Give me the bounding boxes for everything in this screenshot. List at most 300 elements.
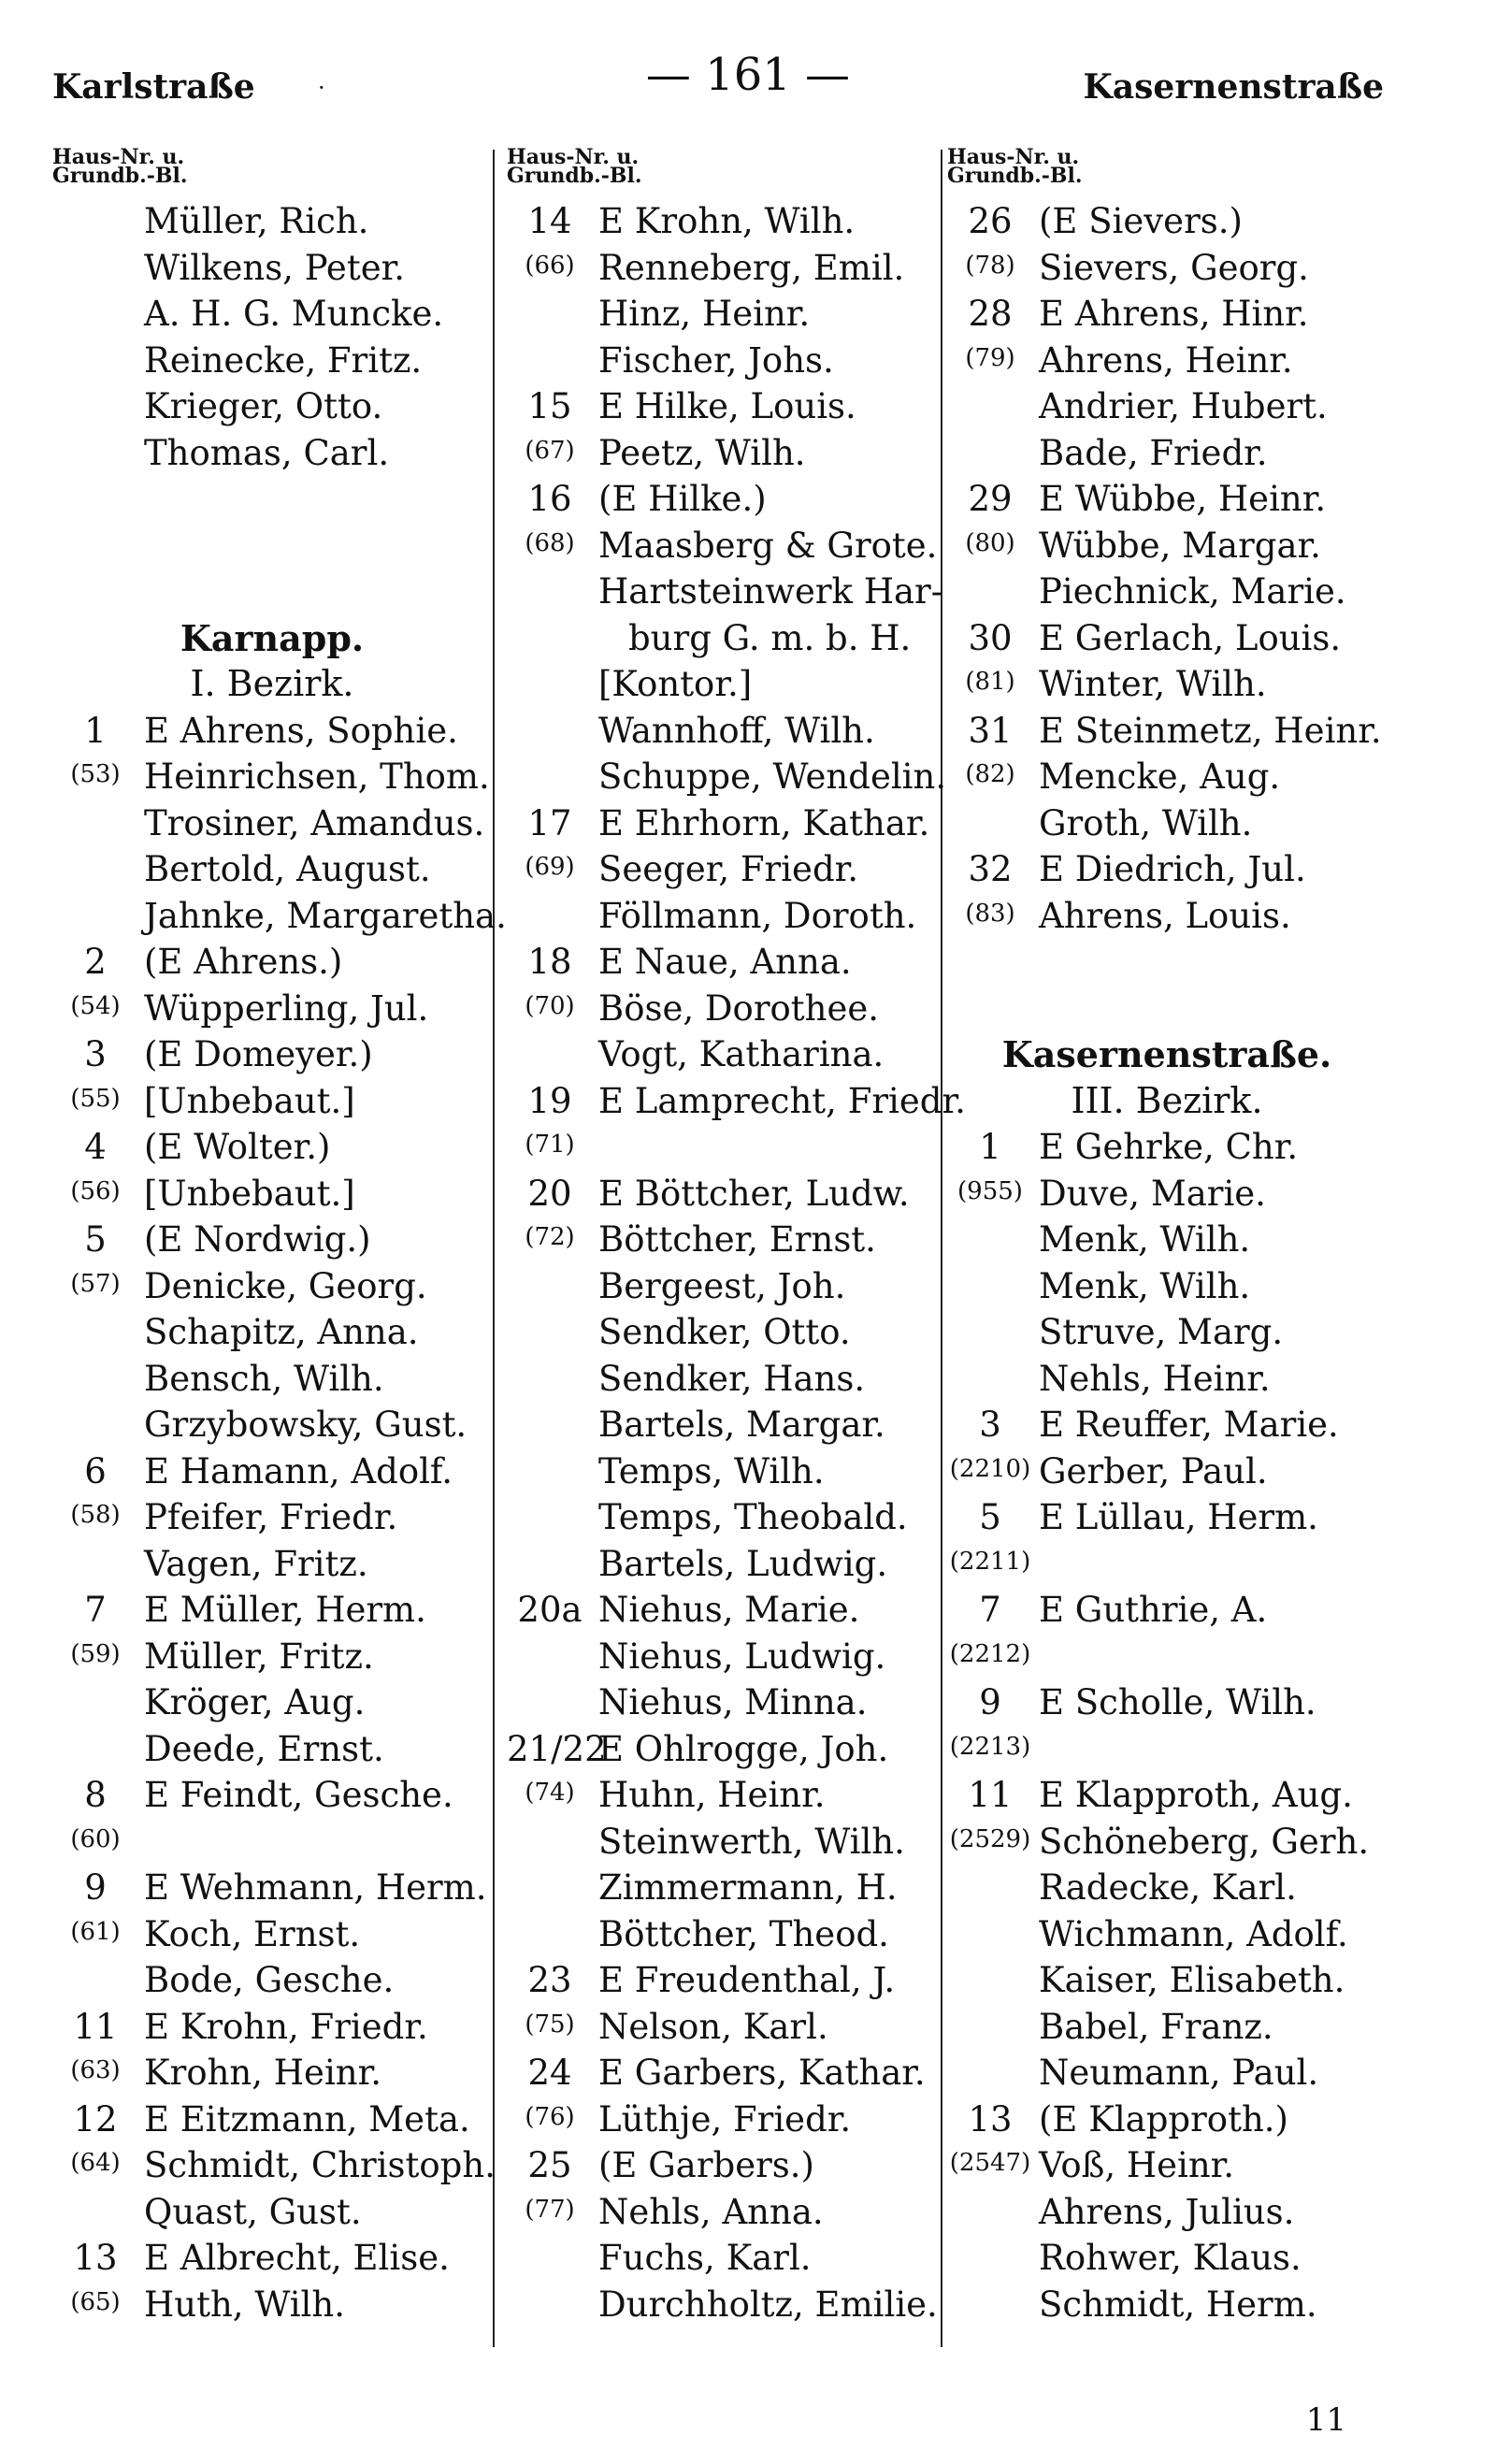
land-register-number: (67) (525, 436, 575, 465)
resident-name: Bertold, August. (144, 849, 431, 889)
land-register-number: (75) (525, 2010, 575, 2039)
directory-entry (947, 198, 1387, 245)
directory-entry (507, 800, 946, 847)
resident-name: burg G. m. b. H. (628, 617, 912, 658)
directory-entry (507, 1356, 946, 1403)
resident-name: E Wehmann, Herm. (144, 1867, 487, 1908)
house-number: 23 (527, 1960, 572, 2000)
directory-entry (52, 754, 492, 800)
district-heading: I. Bezirk. (190, 663, 354, 704)
house-number: 25 (527, 2145, 572, 2185)
house-number: 15 (527, 386, 572, 426)
directory-entry (507, 615, 946, 662)
house-number: 6 (84, 1450, 107, 1491)
directory-entry (507, 1217, 946, 1263)
resident-name: Böttcher, Theod. (598, 1913, 889, 1954)
signature-mark: 11 (1305, 2401, 1346, 2439)
land-register-number: (82) (965, 760, 1015, 788)
directory-entry (947, 569, 1387, 615)
resident-name: Wilkens, Peter. (144, 247, 405, 288)
directory-entry (947, 2235, 1387, 2282)
column-header-line: Grundb.-Bl. (947, 164, 1083, 188)
resident-name: Ahrens, Louis. (1039, 895, 1291, 936)
resident-name: Temps, Theobald. (598, 1497, 908, 1537)
house-number: 7 (84, 1590, 107, 1630)
land-register-number: (2210) (949, 1454, 1031, 1483)
district-heading: III. Bezirk. (1071, 1079, 1263, 1121)
directory-entry (947, 523, 1387, 569)
resident-name: E Ahrens, Sophie. (144, 710, 458, 751)
directory-entry (507, 1634, 946, 1680)
directory-entry (507, 1078, 966, 1125)
house-number: 30 (968, 617, 1013, 658)
directory-entry (947, 1402, 1387, 1448)
directory-entry (52, 1031, 492, 1078)
directory-entry (947, 1494, 1387, 1541)
resident-name: Grzybowsky, Gust. (144, 1405, 468, 1445)
directory-entry (507, 198, 946, 245)
directory-entry (507, 569, 946, 615)
directory-entry (947, 846, 1387, 893)
directory-entry (52, 893, 507, 940)
resident-name: Fuchs, Karl. (598, 2238, 812, 2278)
directory-entry (52, 245, 492, 292)
resident-name: Lüthje, Friedr. (598, 2098, 852, 2140)
resident-name: E Steinmetz, Heinr. (1039, 710, 1382, 751)
resident-name: Schuppe, Wendelin. (598, 756, 947, 797)
column-1 (52, 145, 507, 2327)
resident-name: (E Ahrens.) (144, 942, 343, 982)
resident-name: Krohn, Heinr. (144, 2053, 381, 2093)
house-number: 26 (968, 201, 1013, 241)
resident-name: Bartels, Margar. (598, 1405, 885, 1445)
directory-entry (947, 245, 1387, 292)
running-head-right: Kasernenstraße (1083, 67, 1384, 107)
resident-name: (E Sievers.) (1039, 201, 1243, 241)
resident-name: E Hilke, Louis. (598, 386, 856, 426)
resident-name: Nehls, Anna. (598, 2191, 824, 2232)
land-register-number: (54) (70, 991, 121, 1020)
blank-line (52, 476, 492, 523)
resident-name: E Albrecht, Elise. (144, 2238, 450, 2278)
resident-name: Ahrens, Julius. (1039, 2191, 1295, 2232)
directory-entry (52, 1448, 492, 1495)
resident-name: Wannhoff, Wilh. (598, 710, 875, 751)
resident-name: Böttcher, Ernst. (598, 1219, 876, 1260)
directory-entry (52, 430, 492, 477)
house-number: 18 (527, 942, 572, 982)
resident-name: E Wübbe, Heinr. (1039, 479, 1327, 519)
house-number: 4 (84, 1127, 107, 1167)
resident-name: Groth, Wilh. (1039, 802, 1253, 843)
directory-entry (507, 2235, 946, 2282)
resident-name: Schöneberg, Gerh. (1039, 1821, 1370, 1862)
house-number: 21/22 (507, 1728, 607, 1769)
directory-entry (507, 2050, 946, 2097)
land-register-number: (68) (525, 528, 575, 557)
house-number: 1 (84, 710, 107, 751)
resident-name: E Gehrke, Chr. (1039, 1127, 1299, 1167)
directory-entry (947, 1819, 1387, 1866)
resident-name: Reinecke, Fritz. (144, 339, 423, 381)
column-rows (947, 198, 1387, 2327)
house-number: 3 (84, 1034, 107, 1074)
resident-name: Krieger, Otto. (144, 386, 383, 426)
directory-entry (507, 1031, 946, 1078)
resident-name: [Unbebaut.] (144, 1173, 355, 1214)
resident-name: Neumann, Paul. (1039, 2053, 1319, 2093)
directory-entry (947, 1171, 1387, 1218)
resident-name: Quast, Gust. (144, 2191, 362, 2232)
resident-name: Hinz, Heinr. (598, 294, 811, 334)
directory-entry (947, 1217, 1387, 1263)
resident-name: Bergeest, Joh. (598, 1265, 846, 1306)
directory-entry (507, 1171, 946, 1218)
directory-entry (507, 245, 946, 292)
resident-name: E Ohlrogge, Joh. (598, 1728, 889, 1769)
resident-name: E Scholle, Wilh. (1039, 1682, 1316, 1722)
directory-entry (947, 2050, 1387, 2097)
street-heading: Kasernenstraße. (1001, 1033, 1332, 1075)
land-register-number: (83) (965, 899, 1015, 928)
resident-name: Böse, Dorothee. (598, 987, 880, 1029)
directory-entry (507, 1957, 946, 2004)
house-number: 11 (73, 2006, 118, 2047)
directory-entry (947, 1541, 1387, 1588)
resident-name: Menk, Wilh. (1039, 1265, 1251, 1306)
resident-name: Piechnick, Marie. (1039, 571, 1346, 612)
resident-name: Seeger, Friedr. (598, 849, 859, 889)
directory-entry (947, 1957, 1387, 2004)
land-register-number: (55) (70, 1084, 121, 1113)
resident-name: E Lüllau, Herm. (1039, 1497, 1318, 1537)
resident-name: Voß, Heinr. (1039, 2145, 1235, 2185)
house-number: 9 (84, 1867, 107, 1908)
directory-entry (52, 1726, 492, 1773)
column-header (947, 145, 1387, 198)
resident-name: Ahrens, Heinr. (1039, 339, 1293, 381)
land-register-number: (80) (965, 528, 1015, 557)
resident-name: Kröger, Aug. (144, 1682, 366, 1722)
resident-name: A. H. G. Muncke. (144, 294, 444, 334)
directory-entry (52, 2189, 492, 2236)
directory-entry (52, 2097, 492, 2143)
resident-name: (E Klapproth.) (1039, 2098, 1288, 2140)
directory-entry (52, 2050, 492, 2097)
resident-name: Huth, Wilh. (144, 2284, 345, 2325)
resident-name: E Lamprecht, Friedr. (598, 1080, 966, 1121)
directory-entry (947, 800, 1387, 847)
resident-name: (E Garbers.) (598, 2145, 814, 2185)
resident-name: Menk, Wilh. (1039, 1219, 1251, 1260)
directory-entry (507, 476, 946, 523)
directory-entry (507, 1541, 946, 1588)
resident-name: Nehls, Heinr. (1039, 1358, 1271, 1399)
directory-entry (947, 1911, 1387, 1958)
resident-name: Trosiner, Amandus. (144, 802, 485, 843)
land-register-number: (63) (70, 2056, 121, 2084)
resident-name: Schapitz, Anna. (144, 1312, 419, 1352)
column-rows (52, 198, 507, 2327)
directory-entry (507, 661, 946, 708)
house-number: 28 (968, 294, 1013, 334)
directory-entry (507, 1309, 946, 1356)
resident-name: Bade, Friedr. (1039, 432, 1268, 473)
directory-entry (507, 2142, 946, 2189)
directory-entry (52, 1124, 492, 1171)
land-register-number: (78) (965, 251, 1015, 280)
resident-name: Sievers, Georg. (1039, 247, 1309, 288)
blank-line (947, 939, 1387, 986)
directory-entry (507, 1819, 946, 1866)
directory-entry (52, 1263, 492, 1310)
directory-entry (52, 1772, 492, 1819)
directory-entry (52, 2282, 492, 2328)
column-header-line: Haus-Nr. u. (947, 145, 1080, 169)
land-register-number: (53) (70, 760, 121, 788)
column-header-line: Grundb.-Bl. (507, 164, 642, 188)
land-register-number: (58) (70, 1501, 121, 1529)
resident-name: Schmidt, Herm. (1039, 2284, 1317, 2325)
resident-name: Wichmann, Adolf. (1039, 1913, 1348, 1954)
resident-name: Schmidt, Christoph. (144, 2145, 496, 2185)
directory-entry (52, 708, 492, 755)
directory-entry (507, 1263, 946, 1310)
directory-entry (947, 708, 1387, 755)
resident-name: E Freudenthal, J. (598, 1960, 896, 2000)
land-register-number: (79) (965, 343, 1015, 372)
directory-entry (507, 2282, 946, 2328)
directory-entry (52, 2004, 492, 2051)
directory-entry (947, 430, 1387, 477)
resident-name: Vogt, Katharina. (598, 1034, 885, 1074)
directory-entry (52, 291, 492, 338)
directory-entry (947, 1356, 1387, 1403)
resident-name: Sendker, Otto. (598, 1312, 851, 1352)
resident-name: E Feindt, Gesche. (144, 1775, 453, 1815)
directory-entry (947, 1679, 1387, 1726)
land-register-number: (72) (525, 1223, 575, 1251)
column-2 (507, 145, 966, 2327)
resident-name: (E Domeyer.) (144, 1034, 373, 1074)
directory-entry (507, 338, 946, 384)
directory-entry (947, 338, 1387, 384)
directory-entry (947, 615, 1387, 662)
resident-name: Mencke, Aug. (1039, 756, 1281, 797)
directory-entry (947, 1865, 1387, 1911)
house-number: 13 (73, 2238, 118, 2278)
resident-name: E Reuffer, Marie. (1039, 1405, 1339, 1445)
directory-entry (52, 986, 492, 1032)
house-number: 29 (968, 479, 1013, 519)
directory-entry (52, 2235, 492, 2282)
house-number: 20 (527, 1173, 572, 1214)
column-header-line: Haus-Nr. u. (507, 145, 640, 169)
directory-entry (507, 893, 946, 940)
directory-entry (507, 1124, 946, 1171)
resident-name: E Diedrich, Jul. (1039, 849, 1306, 889)
resident-name: (E Nordwig.) (144, 1219, 371, 1260)
resident-name: Temps, Wilh. (598, 1450, 825, 1491)
directory-entry (52, 383, 492, 430)
resident-name: [Kontor.] (598, 664, 753, 704)
directory-entry (947, 661, 1387, 708)
resident-name: E Ehrhorn, Kathar. (598, 802, 930, 843)
resident-name: E Guthrie, A. (1039, 1590, 1268, 1630)
resident-name: Niehus, Ludwig. (598, 1635, 886, 1677)
resident-name: E Böttcher, Ludw. (598, 1173, 910, 1214)
resident-name: Bartels, Ludwig. (598, 1543, 888, 1584)
house-number: 8 (84, 1775, 107, 1815)
resident-name: Jahnke, Margaretha. (144, 895, 507, 936)
resident-name: (E Hilke.) (598, 479, 767, 519)
directory-entry (507, 708, 946, 755)
resident-name: Heinrichsen, Thom. (144, 756, 490, 797)
page-number: — 161 — (645, 49, 851, 101)
house-number: 19 (527, 1080, 572, 1121)
directory-entry (507, 1679, 946, 1726)
resident-name: Müller, Fritz. (144, 1635, 374, 1677)
land-register-number: (61) (70, 1917, 121, 1946)
land-register-number: (76) (525, 2102, 575, 2131)
directory-entry (507, 523, 946, 569)
resident-name: Denicke, Georg. (144, 1265, 427, 1306)
directory-entry (947, 2097, 1387, 2143)
print-speck: · (318, 75, 325, 101)
resident-name: Babel, Franz. (1039, 2006, 1273, 2047)
house-number: 12 (73, 2098, 118, 2140)
resident-name: Sendker, Hans. (598, 1358, 866, 1399)
column-divider (493, 150, 495, 2347)
directory-entry (947, 2142, 1387, 2189)
resident-name: Kaiser, Elisabeth. (1039, 1960, 1345, 2000)
land-register-number: (955) (957, 1176, 1023, 1205)
resident-name: Hartsteinwerk Har- (598, 571, 943, 612)
resident-name: Radecke, Karl. (1039, 1867, 1297, 1908)
column-header (507, 145, 946, 198)
resident-name: Nelson, Karl. (598, 2006, 828, 2047)
house-number: 31 (968, 710, 1013, 751)
house-number: 5 (84, 1219, 107, 1260)
directory-entry (507, 1494, 946, 1541)
resident-name: Thomas, Carl. (144, 432, 390, 473)
directory-entry (52, 1911, 492, 1958)
directory-entry (52, 338, 492, 384)
directory-entry (52, 1587, 492, 1634)
directory-entry (947, 1448, 1387, 1495)
resident-name: Maasberg & Grote. (598, 525, 938, 566)
directory-entry (507, 1402, 946, 1448)
resident-name: E Krohn, Friedr. (144, 2006, 428, 2047)
directory-entry (507, 383, 946, 430)
resident-name: E Gerlach, Louis. (1039, 617, 1342, 658)
land-register-number: (69) (525, 853, 575, 881)
directory-entry (52, 1957, 492, 2004)
land-register-number: (66) (525, 251, 575, 280)
directory-entry (52, 1634, 492, 1680)
house-number: 9 (979, 1682, 1001, 1722)
directory-entry (52, 1679, 492, 1726)
resident-name: Huhn, Heinr. (598, 1775, 826, 1815)
directory-entry (947, 1587, 1387, 1634)
house-number: 32 (968, 849, 1013, 889)
resident-name: E Klapproth, Aug. (1039, 1775, 1353, 1815)
land-register-number: (2212) (949, 1639, 1031, 1668)
house-number: 20a (517, 1590, 583, 1630)
resident-name: (E Wolter.) (144, 1127, 331, 1167)
directory-entry (507, 1448, 946, 1495)
resident-name: Vagen, Fritz. (144, 1543, 368, 1584)
directory-entry (507, 939, 946, 986)
land-register-number: (2213) (949, 1732, 1031, 1761)
land-register-number: (2547) (949, 2149, 1031, 2177)
resident-name: Durchholtz, Emilie. (598, 2284, 938, 2325)
house-number: 1 (979, 1127, 1001, 1167)
resident-name: Föllmann, Doroth. (598, 895, 917, 936)
resident-name: Struve, Marg. (1039, 1312, 1284, 1352)
blank-line (52, 523, 492, 569)
resident-name: Duve, Marie. (1039, 1173, 1266, 1214)
land-register-number: (64) (70, 2149, 121, 2177)
resident-name: Bensch, Wilh. (144, 1358, 384, 1399)
resident-name: E Eitzmann, Meta. (144, 2098, 470, 2140)
resident-name: E Hamann, Adolf. (144, 1450, 453, 1491)
house-number: 13 (968, 2098, 1013, 2140)
land-register-number: (60) (70, 1824, 121, 1853)
directory-entry (507, 1587, 946, 1634)
house-number: 5 (979, 1497, 1001, 1537)
resident-name: Wübbe, Margar. (1039, 525, 1321, 566)
resident-name: [Unbebaut.] (144, 1080, 355, 1121)
directory-entry (52, 1402, 492, 1448)
resident-name: E Ahrens, Hinr. (1039, 294, 1309, 334)
land-register-number: (81) (965, 668, 1015, 696)
column-3 (947, 145, 1387, 2327)
directory-entry (52, 1356, 492, 1403)
directory-entry (507, 1911, 946, 1958)
house-number: 2 (84, 942, 107, 982)
resident-name: Pfeifer, Friedr. (144, 1497, 398, 1537)
running-head-left: Karlstraße (52, 67, 255, 107)
resident-name: E Garbers, Kathar. (598, 2053, 926, 2093)
column-header-line: Grundb.-Bl. (52, 164, 188, 188)
land-register-number: (71) (525, 1131, 575, 1159)
resident-name: Deede, Ernst. (144, 1728, 384, 1769)
directory-entry (52, 1309, 492, 1356)
resident-name: E Naue, Anna. (598, 942, 852, 982)
resident-name: Niehus, Marie. (598, 1590, 860, 1630)
land-register-number: (2211) (949, 1547, 1031, 1576)
column-rows (507, 198, 966, 2327)
directory-entry (52, 2142, 496, 2189)
directory-entry (507, 2189, 946, 2236)
directory-entry (52, 846, 492, 893)
resident-name: Peetz, Wilh. (598, 432, 806, 473)
land-register-number: (56) (70, 1176, 121, 1205)
blank-line (947, 986, 1387, 1032)
directory-entry (507, 846, 946, 893)
directory-entry (947, 1124, 1387, 1171)
column-header-line: Haus-Nr. u. (52, 145, 185, 169)
directory-entry (947, 1772, 1387, 1819)
directory-entry (52, 1819, 492, 1866)
resident-name: E Krohn, Wilh. (598, 201, 856, 241)
land-register-number: (77) (525, 2195, 575, 2224)
directory-entry (947, 2189, 1387, 2236)
house-number: 3 (979, 1405, 1001, 1445)
directory-entry (52, 1171, 492, 1218)
directory-entry (507, 1865, 946, 1911)
